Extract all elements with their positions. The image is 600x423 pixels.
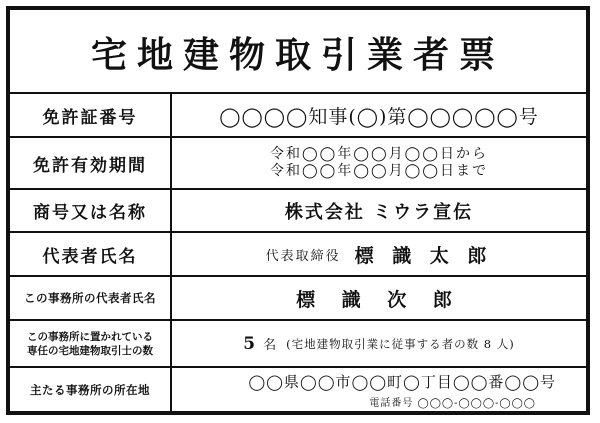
sign-title: 宅地建物取引業者票 (90, 33, 505, 76)
licensed-staff-unit: 名 (263, 338, 277, 353)
representative-name: 標 識 太 郎 (354, 244, 493, 267)
license-period-from: 令和◯◯年◯◯月◯◯日から (269, 146, 488, 162)
representative-role: 代表取締役 (265, 248, 341, 264)
office-representative-name: 標 識 次 郎 (296, 288, 462, 311)
license-period-value (172, 138, 586, 188)
representative-value (172, 233, 586, 275)
license-number-label: 免許証番号 (42, 107, 138, 128)
office-address: ◯◯県◯◯市◯◯町◯丁目◯◯番◯◯号 (248, 372, 556, 391)
licensed-staff-label (10, 321, 170, 366)
office-address-label: 主たる事務所の所在地 (30, 382, 150, 397)
office-phone: 電話番号 ◯◯◯-◯◯◯-◯◯◯ (369, 397, 536, 409)
license-sign-board (6, 6, 590, 415)
office-representative-label: この事務所の代表者氏名 (24, 291, 156, 305)
license-period-label: 免許有効期間 (33, 155, 147, 176)
office-address-value (172, 368, 586, 411)
trade-name-label: 商号又は名称 (33, 203, 147, 223)
representative-label: 代表者氏名 (42, 246, 138, 267)
licensed-staff-note: (宅地建物取引業に従事する者の数 8 人) (286, 336, 515, 351)
license-number-value: ◯◯◯◯知事(◯)第◯◯◯◯◯号 (219, 105, 539, 128)
licensed-staff-label-line2: 専任の宅地建物取引士の数 (27, 344, 153, 357)
licensed-staff-label-line1: この事務所に置かれている (27, 330, 153, 343)
licensed-staff-value (172, 321, 586, 366)
license-period-to: 令和◯◯年◯◯月◯◯日まで (269, 163, 488, 179)
licensed-staff-count: 5 (243, 333, 256, 354)
trade-name-value: 株式会社 ミウラ宣伝 (284, 201, 474, 223)
